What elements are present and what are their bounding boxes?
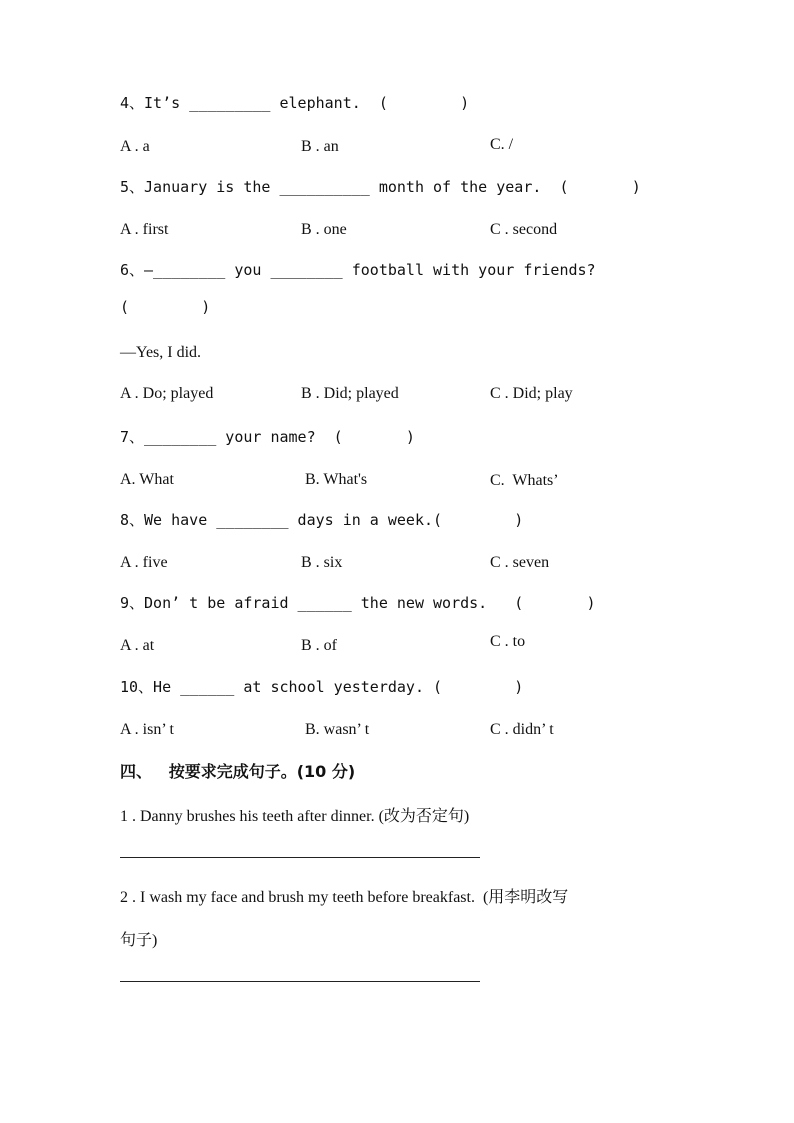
question-9-option-c: C . to: [490, 633, 526, 650]
question-6-option-c: C . Did; play: [490, 385, 573, 402]
question-5-option-c: C . second: [490, 221, 558, 238]
question-9-option-b: B . of: [301, 637, 337, 654]
question-10-stem: 10、He ______ at school yesterday. ( ): [120, 678, 524, 696]
question-5-option-b: B . one: [301, 221, 347, 238]
question-10-option-a: A . isn’ t: [120, 721, 174, 738]
section-4-item-2-continued: 句子): [120, 932, 158, 949]
question-9-stem: 9、Don’ t be afraid ______ the new words. ( ): [120, 594, 596, 612]
answer-line-2[interactable]: [120, 981, 480, 982]
question-6-reply: —Yes, I did.: [120, 344, 202, 361]
question-4-option-b: B . an: [301, 138, 339, 155]
question-4-stem: 4、It’s _________ elephant. ( ): [120, 94, 470, 112]
answer-line-1[interactable]: [120, 857, 480, 858]
section-4-item-2: 2 . I wash my face and brush my teeth before breakfast. (用李明改写: [120, 889, 569, 906]
question-8-stem: 8、We have ________ days in a week.( ): [120, 511, 524, 529]
question-7-option-a: A. What: [120, 471, 174, 488]
question-8-option-c: C . seven: [490, 554, 550, 571]
section-4-heading: 四、 按要求完成句子。(10 分): [120, 762, 356, 781]
question-6-stem: 6、—________ you ________ football with your friends?: [120, 261, 596, 279]
question-8-option-a: A . five: [120, 554, 168, 571]
question-6-answer-blank: ( ): [120, 298, 211, 316]
question-4-option-c: C. /: [490, 136, 514, 153]
question-5-option-a: A . first: [120, 221, 169, 238]
question-5-stem: 5、January is the __________ month of the year. ( ): [120, 178, 641, 196]
section-4-item-1: 1 . Danny brushes his teeth after dinner. (改为否定句): [120, 808, 470, 825]
question-4-option-a: A . a: [120, 138, 150, 155]
question-10-option-c: C . didn’ t: [490, 721, 554, 738]
question-6-option-b: B . Did; played: [301, 385, 399, 402]
question-7-option-b: B. What's: [305, 471, 368, 488]
question-7-stem: 7、________ your name? ( ): [120, 428, 415, 446]
question-7-option-c: C. Whats’: [490, 472, 559, 489]
question-10-option-b: B. wasn’ t: [305, 721, 370, 738]
question-8-option-b: B . six: [301, 554, 343, 571]
question-9-option-a: A . at: [120, 637, 155, 654]
question-6-option-a: A . Do; played: [120, 385, 214, 402]
